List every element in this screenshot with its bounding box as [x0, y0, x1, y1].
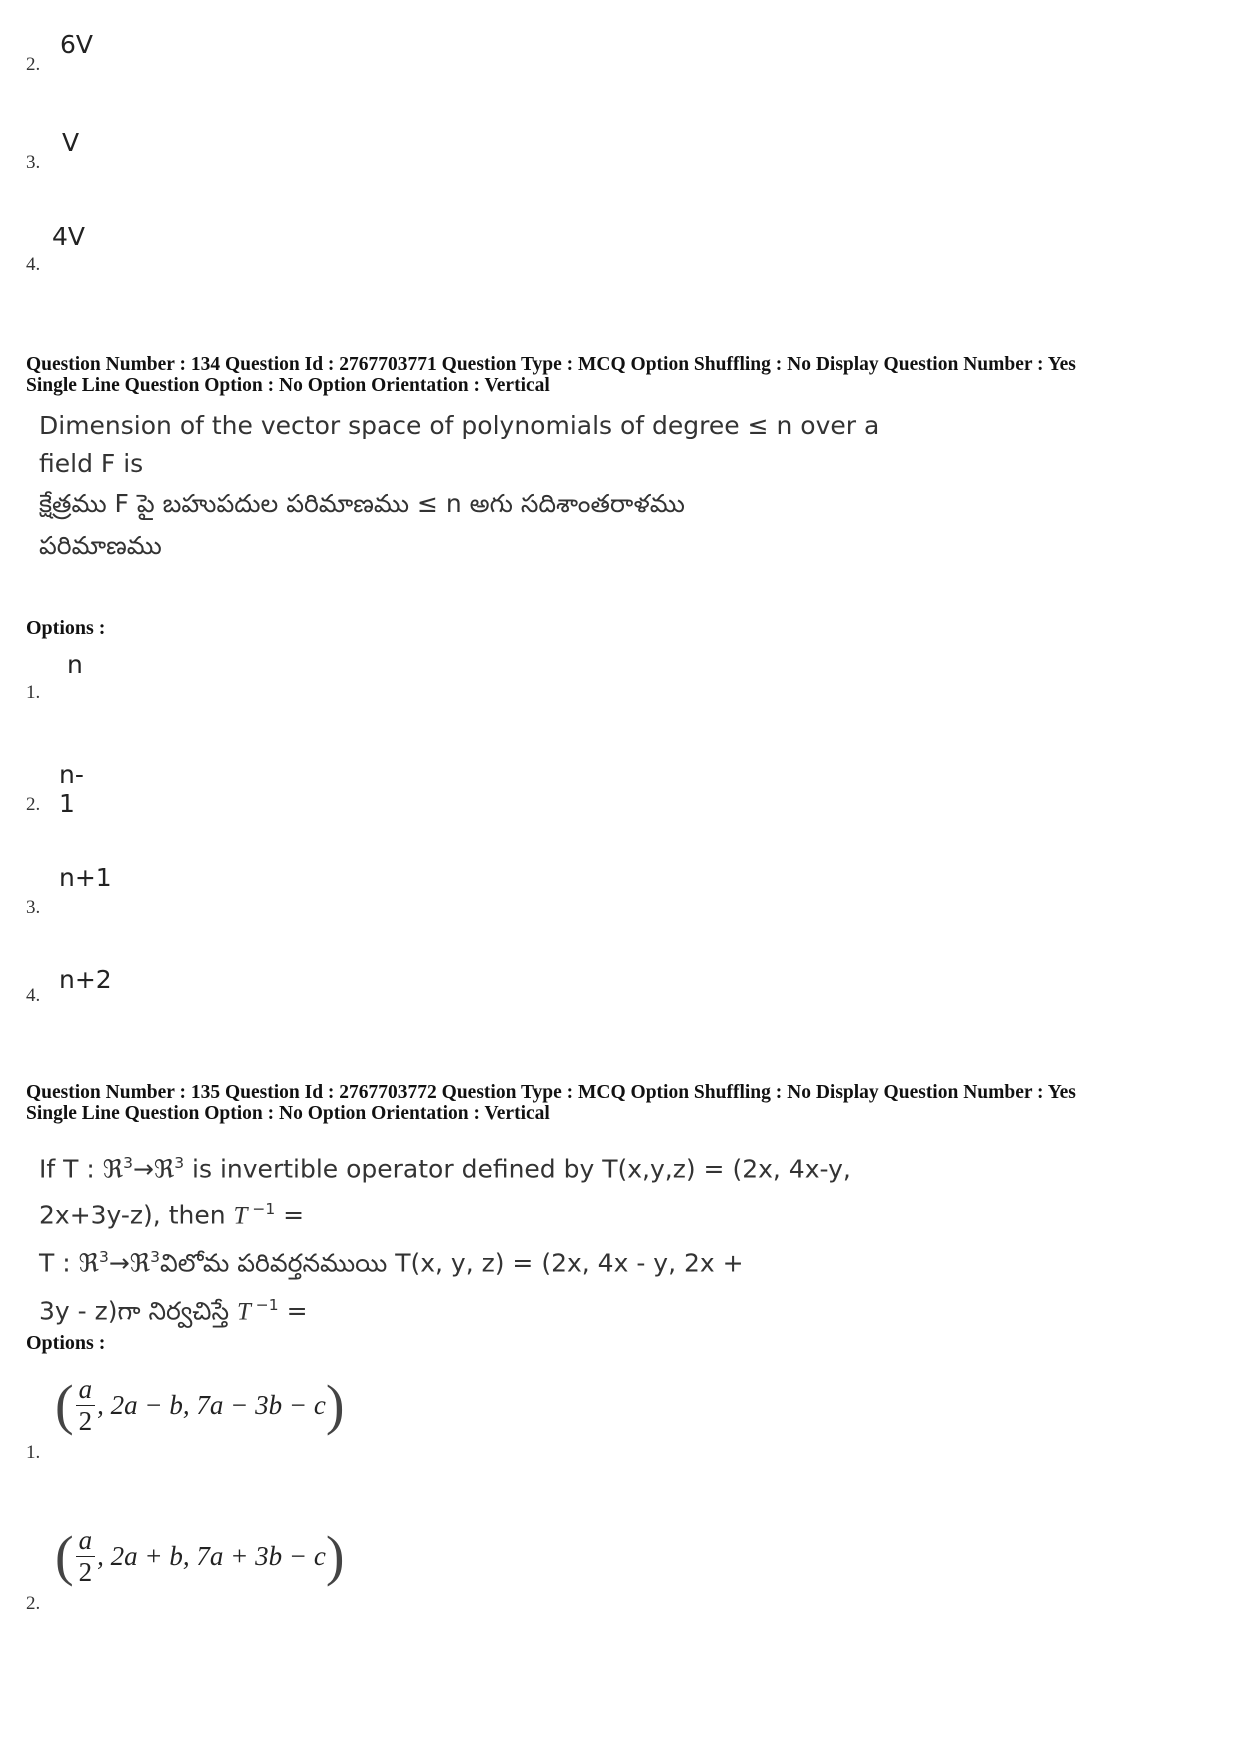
- q134-text-line4: పరిమాణము: [39, 531, 162, 560]
- q135-text-line1: If T : ℜ$^3$→ℜ$^3$ is invertible operator defined by T(x,y,z) = (2x, 4x-y,: [39, 1154, 851, 1184]
- option-text: 6V: [60, 30, 94, 59]
- option-number: 1.: [26, 682, 41, 703]
- option-number: 3.: [26, 897, 41, 918]
- option-text: V: [62, 128, 80, 157]
- fraction: $\frac{a}{2}$: [76, 1376, 96, 1435]
- option-text: n: [67, 650, 83, 679]
- option-text: n+1: [59, 863, 112, 892]
- option-math-expression: ( $\frac{a}{2}$ , 2a − b, 7a − 3b − c): [55, 1374, 345, 1437]
- option-number: 2.: [26, 54, 41, 75]
- q134-meta: [26, 354, 1076, 396]
- right-paren: ): [325, 1525, 345, 1588]
- option-number: 4.: [26, 254, 41, 275]
- q135-meta: [26, 1082, 1076, 1124]
- q135-meta-line2: Single Line Question Option : No Option Orientation : Vertical: [26, 1103, 550, 1124]
- option-number: 3.: [26, 152, 41, 173]
- option-number: 1.: [26, 1442, 41, 1463]
- q135-meta-line1: Question Number : 135 Question Id : 2767703772 Question Type : MCQ Option Shuffling : No Display Question Number : Yes: [26, 1082, 1076, 1103]
- q134-meta-line1: Question Number : 134 Question Id : 2767703771 Question Type : MCQ Option Shuffling : No Display Question Number : Yes: [26, 354, 1076, 375]
- q135-text-line2: 2x+3y-z), then T $^{-1}$ =: [39, 1200, 305, 1230]
- q134-text-line3: క్షేత్రము F పై బహుపదుల పరిమాణము ≤ n అగు సదిశాంతరాళము: [39, 489, 685, 518]
- q135-text-line4: 3y - z)గా నిర్వచిస్తే T $^{-1}$ =: [39, 1295, 308, 1326]
- option-text: n+2: [59, 965, 112, 994]
- q134-meta-line2: Single Line Question Option : No Option Orientation : Vertical: [26, 375, 550, 396]
- option-text: n-1: [59, 760, 84, 818]
- option-number: 2.: [26, 1593, 41, 1614]
- q134-question-text: [39, 407, 879, 565]
- q134-text-line1: Dimension of the vector space of polynomials of degree ≤ n over a: [39, 411, 880, 440]
- left-paren: (: [55, 1525, 74, 1588]
- right-paren: ): [325, 1374, 345, 1437]
- option-number: 4.: [26, 985, 41, 1006]
- q134-text-line2: field F is: [39, 449, 144, 478]
- q135-text-line3: T : ℜ$^3$→ℜ$^3$విలోమ పరివర్తనముయి T(x, y, z) = (2x, 4x - y, 2x +: [39, 1247, 744, 1277]
- left-paren: (: [55, 1374, 74, 1437]
- option-math-expression: ( $\frac{a}{2}$ , 2a + b, 7a + 3b − c): [55, 1525, 345, 1588]
- q135-question-text: [39, 1143, 851, 1332]
- q134-options-label: Options :: [26, 617, 106, 639]
- option-number: 2.: [26, 794, 41, 815]
- fraction: $\frac{a}{2}$: [76, 1527, 96, 1586]
- q135-options-label: Options :: [26, 1332, 106, 1354]
- option-text: 4V: [52, 222, 86, 251]
